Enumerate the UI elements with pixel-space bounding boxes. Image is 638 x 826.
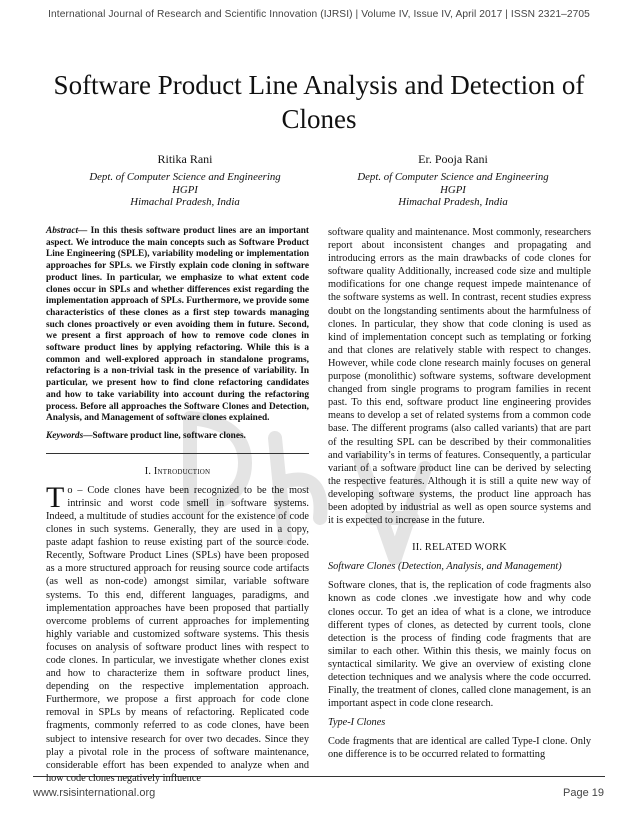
right-column [328,226,591,762]
keywords-text: —Software product line, software clones. [83,430,246,441]
abstract [46,226,309,425]
abstract-label: Abstract— [46,226,88,236]
author-place: Himachal Pradesh, India [398,196,508,208]
introduction-text: o – Code clones have been recognized to be the most intrinsic and worst code smell in software systems. Indeed, a multitude of studies account for the existence of code clones in such systems. Generally, they are used in a copy, paste adapt fashion to reuse existing part of the source code. Recently, Software Product Lines (SPLs) have been proposed as a more structured approach for reusing source code artifacts (as well as non-code) amongst similar, variable software systems. To this end, different languages, paradigms, and implementation approaches have been proposed that partially overcome problems of current approaches for implementing highly variable and customized software systems. This thesis focuses on analysis of software product lines with respect to code clones. In particular, we investigate whether clones exist and how to characterize them in software product lines, depending on the respective implementation approach. Furthermore, we propose a first approach for code clone removal in SPLs by means of refactoring. Replicated code fragments, commonly referred to as code clones, have been subject to intensive research for over two decades. Since they play a pivotal role in the process of software maintenance, considerable effort has been expended to analyze when and how code clones negatively influence [46,484,309,784]
paper-title [40,68,598,136]
title-line-1: Software Product Line Analysis and Detection of [53,70,585,100]
author-dept: Dept. of Computer Science and Engineering [89,171,281,183]
footer-url[interactable]: www.rsisinternational.org [33,787,156,799]
section-divider [46,453,309,454]
drop-cap: T [46,480,65,514]
footer-divider [33,776,605,777]
journal-header: International Journal of Research and Scientific Innovation (IJRSI) | Volume IV, Issue IV, April 2017 | ISSN 2321–2705 [48,9,590,20]
subsection-heading: Software Clones (Detection, Analysis, and Management) [328,561,562,573]
subsection-heading: Type-I Clones [328,717,386,729]
introduction-body [46,480,309,785]
author-dept: Dept. of Computer Science and Engineering [357,171,549,183]
page-number: Page 19 [563,787,604,799]
left-column [46,226,309,785]
author-inst: HGPI [172,183,198,196]
author-block-1 [50,152,320,209]
author-name: Ritika Rani [157,152,213,166]
title-line-2: Clones [281,104,357,134]
section-heading-introduction [46,465,309,478]
author-inst: HGPI [440,183,466,196]
body-paragraph: software quality and maintenance. Most commonly, researchers report about inconsistent changes and propagating and introducing errors as the main drawbacks of code clones for software quality Additionally, increased code size and multiple modifications for one change request impede maintenance of the software systems as well. In contrast, recent studies express doubt on the longstanding sentiments about the harmfulness of clones. In particular, they show that code cloning is used as kind of implementation concept such as templating or forking and that clones are relatively stable with respect to changes. However, while code clone research mainly focuses on general purpose (monolithic) software systems, software development changed from single programs to program families in recent past. To this end, software product line engineering provides means to develop a set of related systems from a common code base. The different programs (also called variants) that are part of the resulting SPL can be described by their commonalities and variability’s in terms of features. Consequently, a particular variant of a software product line can be derived by selecting the respective features. Although it is still a quite new way of developing software systems, the product line approach has been adopted by industrial as well as open source systems and it is expected to increase in the future. [328,227,591,527]
author-place: Himachal Pradesh, India [130,196,240,208]
author-block-2 [318,152,588,209]
section-title: Introduction [153,465,211,477]
body-paragraph: Code fragments that are identical are called Type-I clone. Only one difference is to be occurred related to formatting [328,736,591,761]
section-heading-related-work: II. RELATED WORK [412,542,507,554]
keywords [46,431,309,443]
section-number: I. [144,465,154,477]
keywords-label: Keywords [46,430,84,441]
author-name: Er. Pooja Rani [418,152,488,166]
abstract-text: In this thesis software product lines are an important aspect. We introduce the main concepts such as Software Product Line Engineering (SPLE), variability modeling or implementation approaches for SPLs. we Firstly explain code cloning in software product lines. In particular, we emphasize to what extent code clones occur in SPLs and whether differences exist regarding the implementation approach of SPLs. Furthermore, we provide some characteristics of these clones as a first step towards managing such clones proactively or even avoiding them in future. Second, we present a first approach of how to remove code clones in software product lines by applying refactoring. While this is a common and well-explored approach in standalone programs, refactoring is a non-trivial task in the presence of variability. In particular, we present how to find clone refactoring candidates and how to take variability into account during the refactoring process. Before all approaches the Software Clones and Detection, Analysis, and Management of software clones explained. [46,226,309,424]
body-paragraph: Software clones, that is, the replication of code fragments also known as code clones .we investigate how and why code clones occur. To get an idea of what is a clone, we introduce different types of clones, as detected by current tools, clone detection is the process of finding code fragments that are similar to each other. Within this thesis, we mainly focus on syntactical similarity. We give an overview of existing clone detection techniques and we analysis where the code occurred. Finally, the treatment of clones, called clone management, is an important aspect in code clone research. [328,580,591,710]
